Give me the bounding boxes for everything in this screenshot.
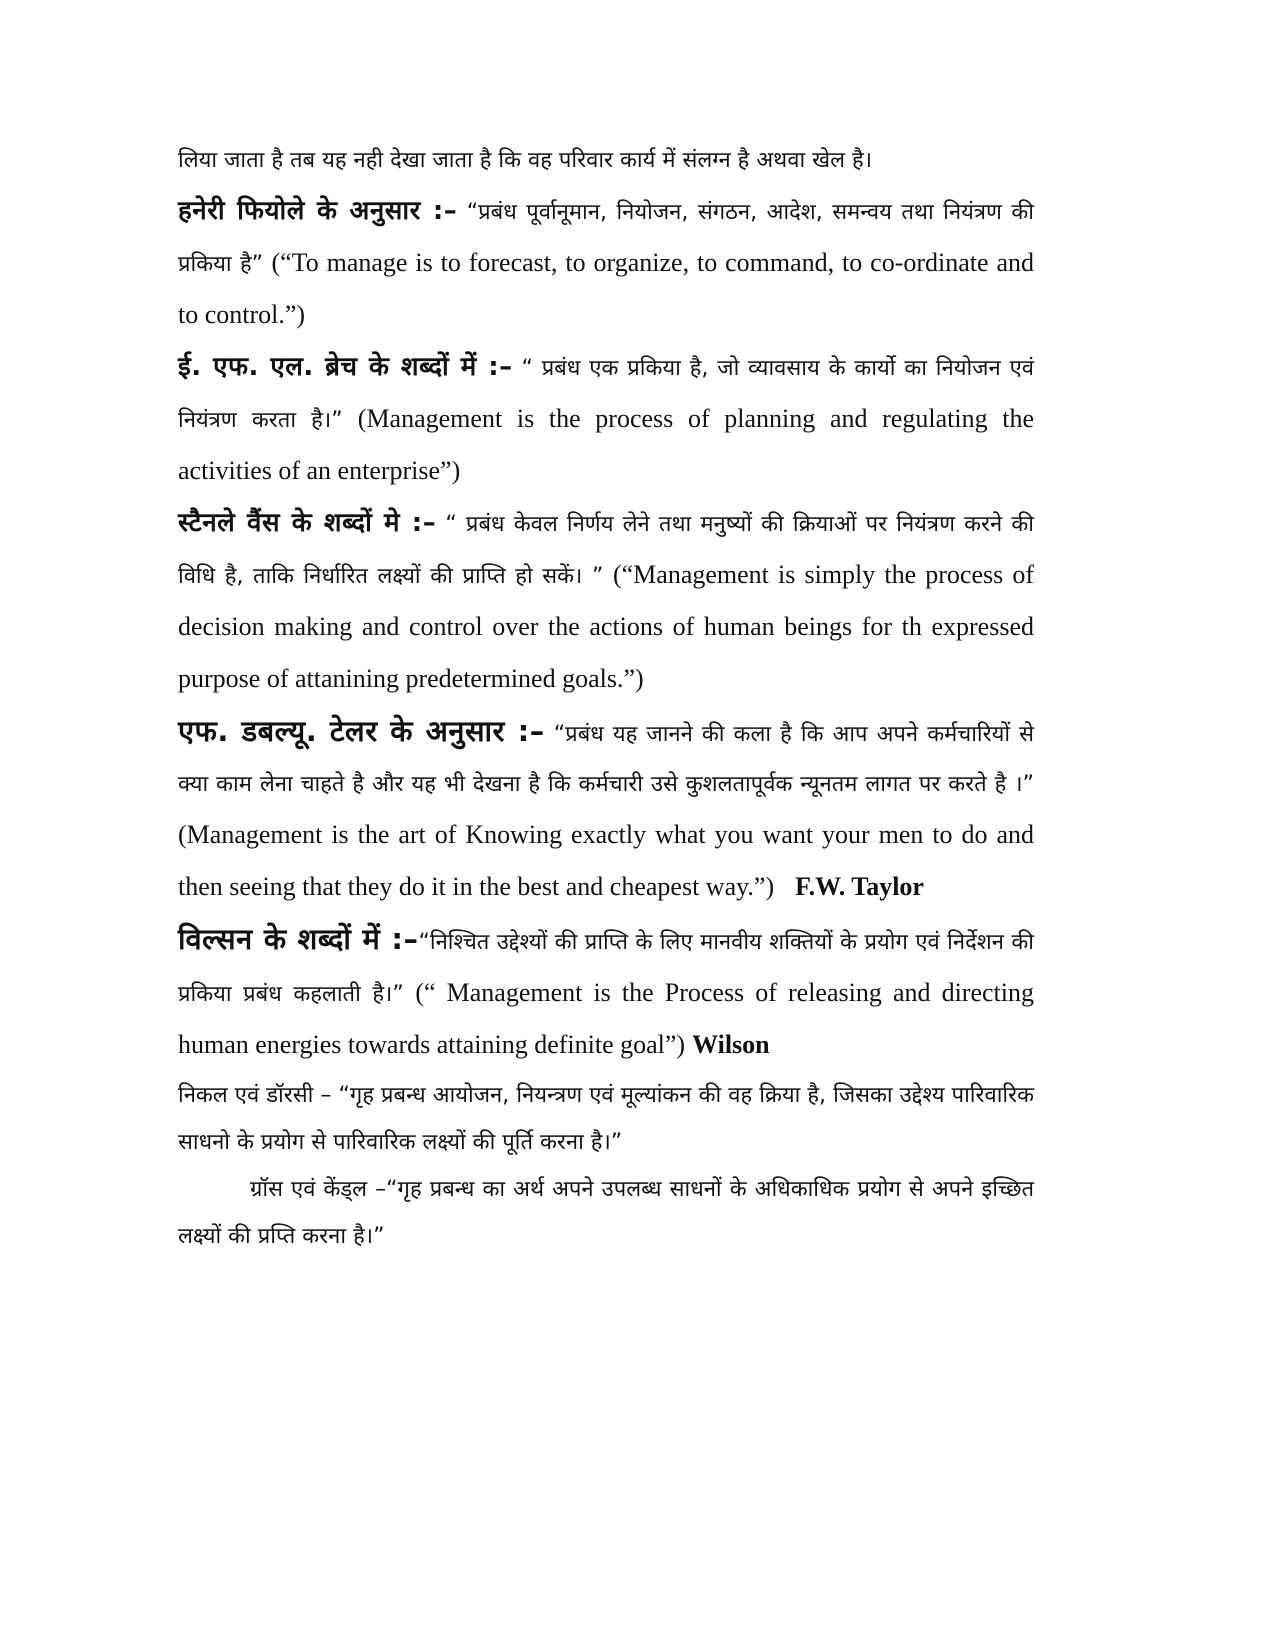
definition-hindi: “निश्चित उद्देश्यों की प्राप्ति के लिए मानवीय शक्तियों के प्रयोग एवं निर्देशन की प्रकिया प्रबंध कहलाती है।” <box>178 930 1034 1007</box>
definition-english: (Management is the art of Knowing exactly what you want your men to do and then seeing that they do it in the best and cheapest way.”) <box>178 820 1034 901</box>
definition-heading: हनेरी फियोले के अनुसार :– <box>178 196 458 226</box>
definition-vance <box>178 498 1034 706</box>
definition-english: (“Management is simply the process of decision making and control over the actions of human beings for th expressed purpose of attanining predetermined goals.”) <box>178 560 1035 693</box>
definition-brech <box>178 342 1034 498</box>
definition-heading: ई. एफ. एल. ब्रेच के शब्दों में :– <box>178 352 513 382</box>
definition-english: (“To manage is to forecast, to organize, to command, to co-ordinate and to control.”) <box>178 248 1035 329</box>
definition-hindi: “ प्रबंध केवल निर्णय लेने तथा मनुष्यों की क्रियाओं पर नियंत्रण करने की विधि है, ताकि निर्धारित लक्ष्यों की प्राप्ति हो सकें। ” <box>178 512 1035 589</box>
definition-gross-crandall: ग्रॉस एवं केंड्ल –“गृह प्रबन्ध का अर्थ अपने उपलब्ध साधनों के अधिकाधिक प्रयोग से अपने इच्छित लक्ष्यों की प्रप्ति करना है।” <box>178 1177 1034 1249</box>
definition-taylor <box>178 706 1034 914</box>
definition-heading: एफ. डबल्यू. टेलर के अनुसार :– <box>178 714 545 748</box>
definition-nickell-dorsey: निकल एवं डॉरसी – “गृह प्रबन्ध आयोजन, नियन्त्रण एवं मूल्यांकन की वह क्रिया है, जिसका उद्देश्य पारिवारिक साधनो के प्रयोग से पारिवारिक लक्ष्यों की पूर्ति करना है।” <box>178 1083 1034 1155</box>
definition-author: Wilson <box>692 1030 770 1059</box>
definition-hindi: “ प्रबंध एक प्रकिया है, जो व्यावसाय के कार्यो का नियोजन एवं नियंत्रण करता है।” <box>178 356 1034 433</box>
definition-english: (Management is the process of planning and regulating the activities of an enterprise”) <box>178 404 1035 485</box>
definition-heading: विल्सन के शब्दों में :– <box>178 922 419 956</box>
definition-english: (“ Management is the Process of releasing and directing human energies towards attaining definite goal”) <box>178 978 1034 1059</box>
definition-hindi: “प्रबंध यह जानने की कला है कि आप अपने कर्मचारियों से क्या काम लेना चाहते है और यह भी देखना है कि कर्मचारी उसे कुशलतापूर्वक न्यूनतम लागत पर करते है ।” <box>178 722 1035 797</box>
document-page <box>178 136 1034 1260</box>
definition-author: F.W. Taylor <box>795 872 924 901</box>
definition-wilson <box>178 914 1034 1072</box>
definition-fayol <box>178 186 1034 342</box>
definition-hindi: “प्रबंध पूर्वानूमान, नियोजन, संगठन, आदेश, समन्वय तथा नियंत्रण की प्रकिया है” <box>178 200 1034 277</box>
definition-heading: स्टैनले वैंस के शब्दों मे :– <box>178 508 437 538</box>
intro-paragraph: लिया जाता है तब यह नही देखा जाता है कि वह परिवार कार्य में संलग्न है अथवा खेल है। <box>178 148 873 173</box>
